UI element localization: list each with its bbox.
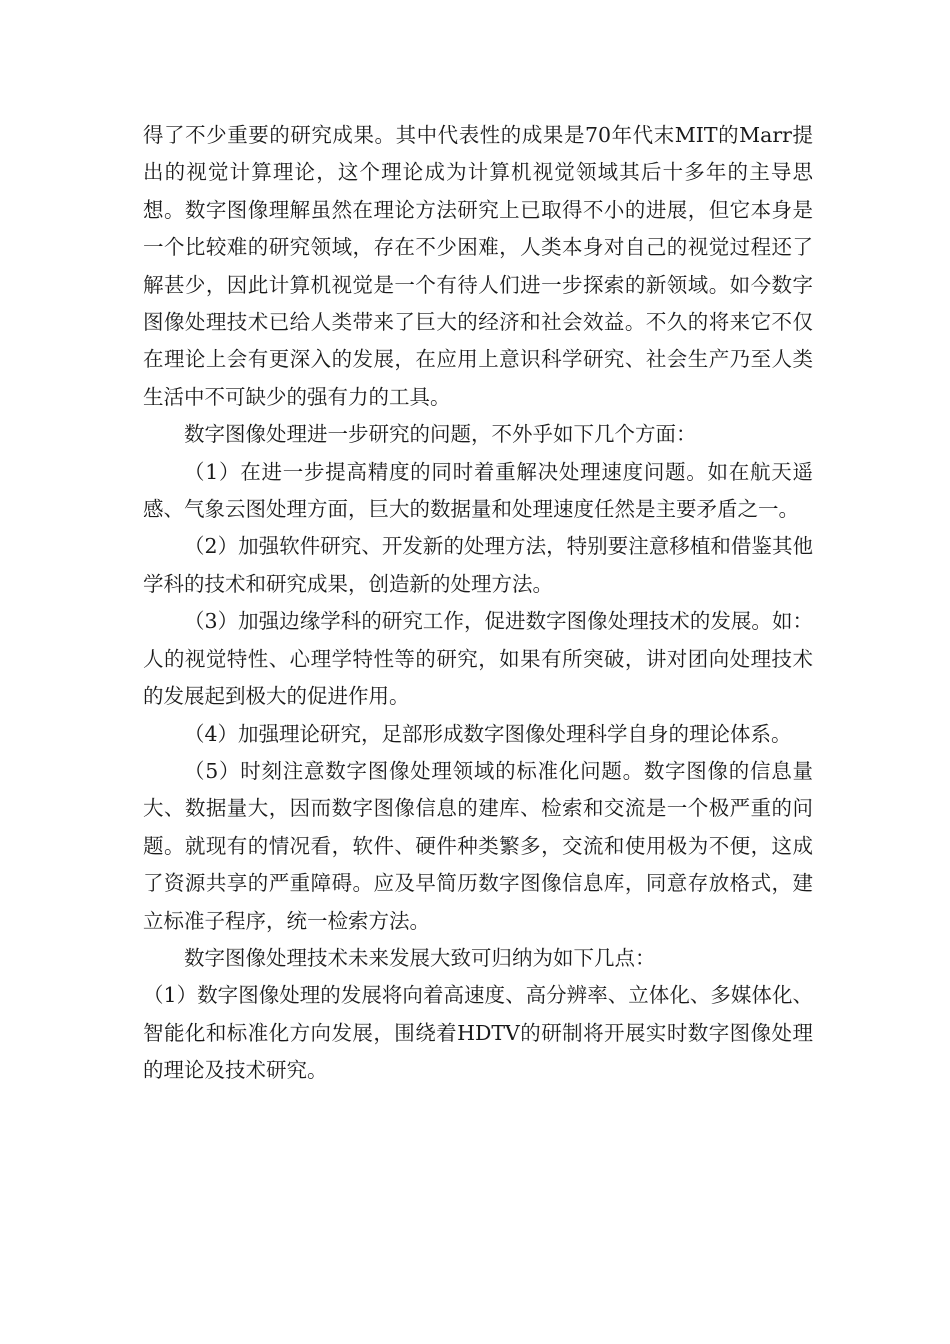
- paragraph-problems-intro: 数字图像处理进一步研究的问题，不外乎如下几个方面：: [184, 422, 697, 447]
- paragraph-future-1: （1）数字图像处理的发展将向着高速度、高分辨率、立体化、多媒体化、智能化和标准化方向发展，围绕着HDTV的研制将开展实时数字图像处理的理论及技术研究。: [143, 983, 813, 1083]
- paragraph-future-intro: 数字图像处理技术未来发展大致可归纳为如下几点：: [184, 945, 656, 970]
- body-text: [143, 117, 813, 1090]
- paragraph-continuation: 得了不少重要的研究成果。其中代表性的成果是70年代末MIT的Marr提出的视觉计算理论，这个理论成为计算机视觉领域其后十多年的主导思想。数字图像理解虽然在理论方法研究上已取得不小的进展，但它本身是一个比较难的研究领域，存在不少困难，人类本身对自己的视觉过程还了解甚少，因此计算机视觉是一个有待人们进一步探索的新领域。如今数字图像处理技术已给人类带来了巨大的经济和社会效益。不久的将来它不仅在理论上会有更深入的发展，在应用上意识科学研究、社会生产乃至人类生活中不可缺少的强有力的工具。: [143, 123, 813, 409]
- paragraph-problem-2: （2）加强软件研究、开发新的处理方法，特别要注意移植和借鉴其他学科的技术和研究成果，创造新的处理方法。: [143, 534, 813, 596]
- paragraph-problem-5: （5）时刻注意数字图像处理领域的标准化问题。数字图像的信息量大、数据量大，因而数字图像信息的建库、检索和交流是一个极严重的问题。就现有的情况看，软件、硬件种类繁多，交流和使用极为不便，这成了资源共享的严重障碍。应及早简历数字图像信息库，同意存放格式，建立标准子程序，统一检索方法。: [143, 758, 813, 933]
- paragraph-problem-4: （4）加强理论研究，足部形成数字图像处理科学自身的理论体系。: [184, 721, 792, 746]
- paragraph-problem-3: （3）加强边缘学科的研究工作，促进数字图像处理技术的发展。如：人的视觉特性、心理学特性等的研究，如果有所突破，讲对团向处理技术的发展起到极大的促进作用。: [143, 609, 813, 709]
- paragraph-problem-1: （1）在进一步提高精度的同时着重解决处理速度问题。如在航天遥感、气象云图处理方面，巨大的数据量和处理速度任然是主要矛盾之一。: [143, 459, 813, 522]
